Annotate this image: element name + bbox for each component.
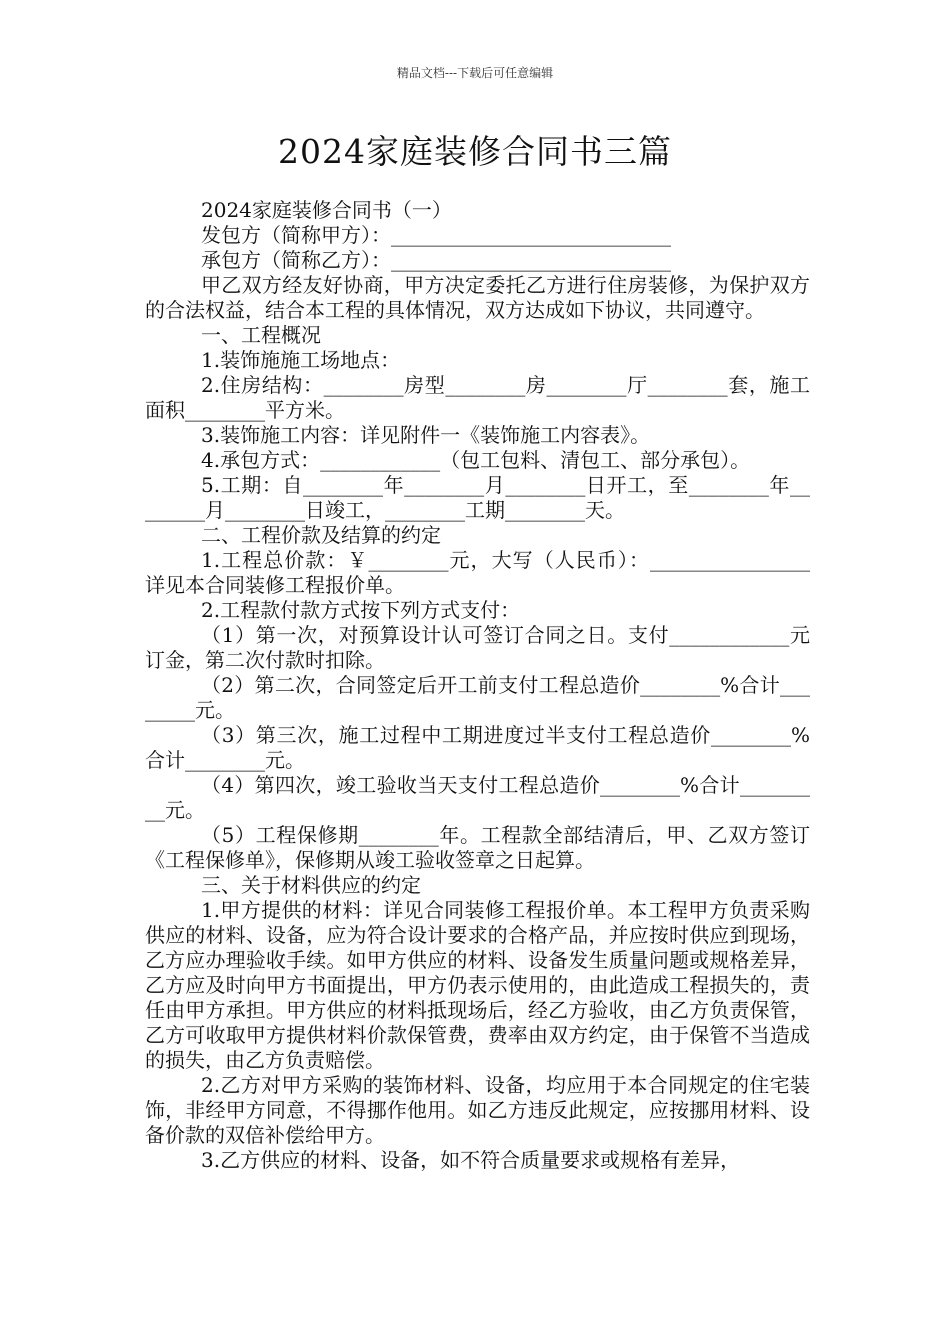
page-header: 精品文档---下载后可任意编辑 <box>396 66 554 80</box>
payment-item-4: （4）第四次，竣工验收当天支付工程总造价________%合计_________元。 <box>145 773 810 822</box>
payment-item-5: （5）工程保修期________年。工程款全部结清后，甲、乙双方签订《工程保修单》，保修期从竣工验收签章之日起算。 <box>145 823 810 872</box>
clause-3-1: 1.甲方提供的材料：详见合同装修工程报价单。本工程甲方负责采购供应的材料、设备，应为符合设计要求的合格产品，并应按时供应到现场，乙方应办理验收手续。如甲方供应的材料、设备发生质量问题或规格差异，乙方应及时向甲方书面提出，甲方仍表示使用的，由此造成工程损失的，责任由甲方承担。甲方供应的材料抵现场后，经乙方验收，由乙方负责保管，乙方可收取甲方提供材料价款保管费，费率由双方约定，由于保管不当造成的损失，由乙方负责赔偿。 <box>145 898 810 1072</box>
clause-2-1: 1.工程总价款：￥________元，大写（人民币）：________________详见本合同装修工程报价单。 <box>145 548 810 597</box>
document-body <box>145 198 810 1173</box>
clause-3-3: 3.乙方供应的材料、设备，如不符合质量要求或规格有差异， <box>201 1148 741 1172</box>
party-b-line: 承包方（简称乙方）：____________________________ <box>201 248 671 272</box>
payment-item-1: （1）第一次，对预算设计认可签订合同之日。支付____________元订金，第二次付款时扣除。 <box>145 623 810 672</box>
clause-1-5: 5.工期：自________年________月________日开工，至________年________月________日竣工，________工期________天。 <box>145 473 810 522</box>
payment-item-3: （3）第三次，施工过程中工期进度过半支付工程总造价________%合计________元。 <box>145 723 810 772</box>
preamble-paragraph: 甲乙双方经友好协商，甲方决定委托乙方进行住房装修，为保护双方的合法权益，结合本工程的具体情况，双方达成如下协议，共同遵守。 <box>145 273 810 322</box>
clause-2-2: 2.工程款付款方式按下列方式支付： <box>201 598 521 622</box>
document-title: 2024家庭装修合同书三篇 <box>278 132 672 171</box>
section-heading-3: 三、关于材料供应的约定 <box>201 873 421 897</box>
contract-subtitle: 2024家庭装修合同书（一） <box>201 198 452 222</box>
clause-1-4: 4.承包方式：____________（包工包料、清包工、部分承包）。 <box>201 448 751 472</box>
section-heading-2: 二、工程价款及结算的约定 <box>201 523 441 547</box>
payment-item-2: （2）第二次，合同签定后开工前支付工程总造价________%合计________元。 <box>145 673 810 722</box>
party-a-line: 发包方（简称甲方）：____________________________ <box>201 223 671 247</box>
clause-1-2: 2.住房结构：________房型________房________厅________套，施工面积________平方米。 <box>145 373 810 422</box>
clause-3-2: 2.乙方对甲方采购的装饰材料、设备，均应用于本合同规定的住宅装饰，非经甲方同意，不得挪作他用。如乙方违反此规定，应按挪用材料、设备价款的双倍补偿给甲方。 <box>145 1073 810 1147</box>
clause-1-3: 3.装饰施工内容：详见附件一《装饰施工内容表》。 <box>201 423 651 447</box>
section-heading-1: 一、工程概况 <box>201 323 321 347</box>
clause-1-1: 1.装饰施施工场地点： <box>201 348 401 372</box>
